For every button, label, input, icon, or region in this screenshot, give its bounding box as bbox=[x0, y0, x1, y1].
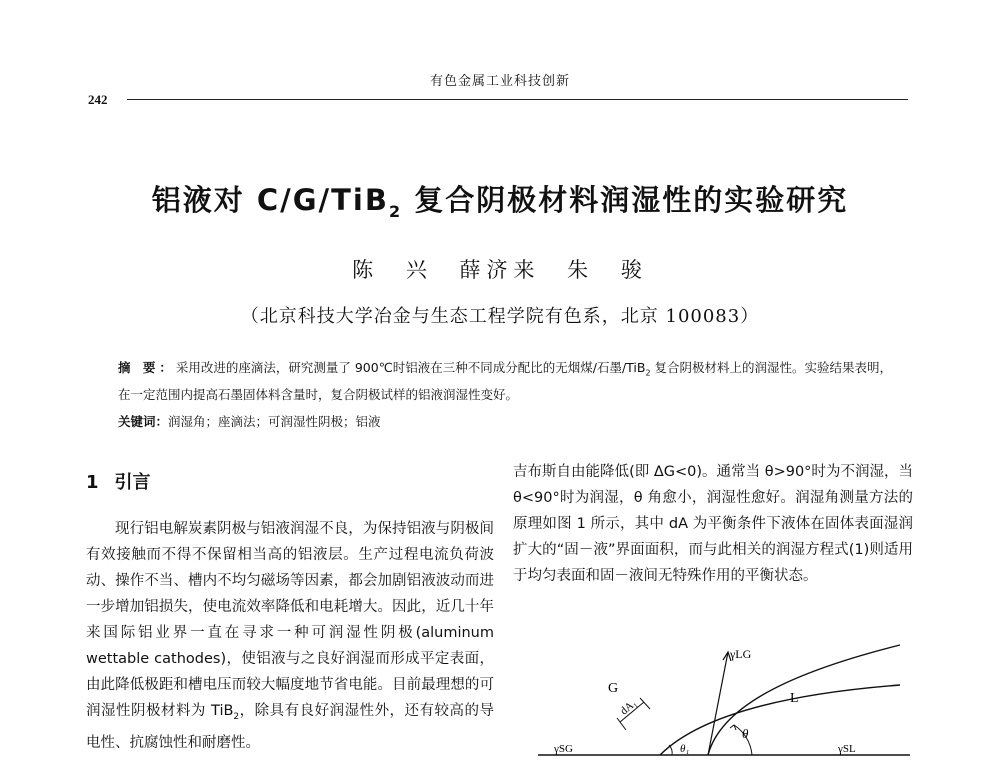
abstract-label: 摘 要： bbox=[118, 360, 176, 375]
keywords-label: 关键词： bbox=[118, 414, 169, 429]
title-subscript: 2 bbox=[388, 201, 403, 221]
abstract-subscript: 2 bbox=[645, 368, 651, 378]
label-gamma-sg: γSG bbox=[554, 743, 573, 755]
authors: 陈 兴 薛济来 朱 骏 bbox=[352, 258, 648, 282]
intro-left-text-a: 现行铝电解炭素阴极与铝液润湿不良，为保持铝液与阴极间有效接触而不得不保留相当高的铝液层。生产过程电流负荷波动、操作不当、槽内不均匀磁场等因素，都会加剧铝液波动而进一步增加铝损失，使电流效率降低和电耗增大。因此，近几十年来国际铝业界一直在寻求一种可润湿性阴极(aluminum wettable cathodes)，使铝液与之良好润湿而形成平定表面，由此降低极距和槽电压而较大幅度地节省电能。目前最理想的可润湿性阴极材料为 TiB bbox=[86, 521, 494, 719]
title-main: 铝液对 C/G/TiB bbox=[151, 183, 389, 217]
intro-left-subscript: 2 bbox=[233, 711, 240, 722]
section-heading bbox=[86, 468, 494, 494]
label-l: L bbox=[790, 691, 799, 706]
droplet-curve-lower bbox=[660, 685, 900, 755]
journal-title: 有色金属工业科技创新 bbox=[429, 74, 570, 89]
intro-paragraph-right: 吉布斯自由能降低(即 ΔG<0)。通常当 θ>90°时为不润湿，当 θ<90°时为润湿，θ 角愈小，润湿性愈好。润湿角测量方法的原理如图 1 所示，其中 dA 为平衡条件下液体在固体表面湿润扩大的“固－液”界面面积，而与此相关的润湿方程式(1)则适用于均匀表面和固－液间无特殊作用的平衡状态。 bbox=[513, 464, 913, 584]
left-column bbox=[86, 468, 494, 756]
section-title: 引言 bbox=[114, 472, 151, 493]
keywords-text: 润湿角；座滴法；可润湿性阴极；铝液 bbox=[168, 414, 381, 429]
abstract-text-a: 采用改进的座滴法，研究测量了 900℃时铝液在三种不同成分配比的无烟煤/石墨/TiB bbox=[175, 360, 646, 375]
abstract bbox=[118, 357, 900, 405]
label-g: G bbox=[608, 681, 619, 696]
figure-svg bbox=[520, 640, 910, 760]
label-gamma-lg: γLG bbox=[730, 647, 752, 661]
da-tick-a bbox=[617, 718, 626, 730]
section-number: 1 bbox=[86, 472, 99, 493]
affiliation: （北京科技大学冶金与生态工程学院有色系，北京 100083） bbox=[240, 306, 760, 327]
header-rule bbox=[127, 99, 908, 100]
label-theta: θ bbox=[742, 726, 749, 741]
abstract-text-b: 复合阴极材料上的润湿性。实验结果表明，在一定范围内提高石墨固体料含量时，复合阴极试样的铝液润湿性变好。 bbox=[118, 360, 893, 402]
label-da: dA₁ bbox=[618, 697, 640, 718]
page-number: 242 bbox=[88, 92, 108, 107]
label-gamma-sl: γSL bbox=[838, 743, 856, 755]
title-rest: 复合阴极材料润湿性的实验研究 bbox=[402, 183, 849, 217]
right-column bbox=[513, 459, 913, 589]
droplet-curve-upper bbox=[708, 645, 900, 755]
intro-left-text-b: ，除具有良好润湿性外，还有较高的导电性、抗腐蚀性和耐磨性。 bbox=[86, 703, 495, 751]
article-title bbox=[0, 178, 1000, 221]
intro-paragraph-left bbox=[86, 516, 494, 756]
gamma-lg-vector bbox=[708, 652, 728, 755]
wetting-angle-figure bbox=[520, 640, 910, 760]
keywords bbox=[118, 412, 381, 430]
label-theta1: θ₁ bbox=[680, 743, 690, 755]
